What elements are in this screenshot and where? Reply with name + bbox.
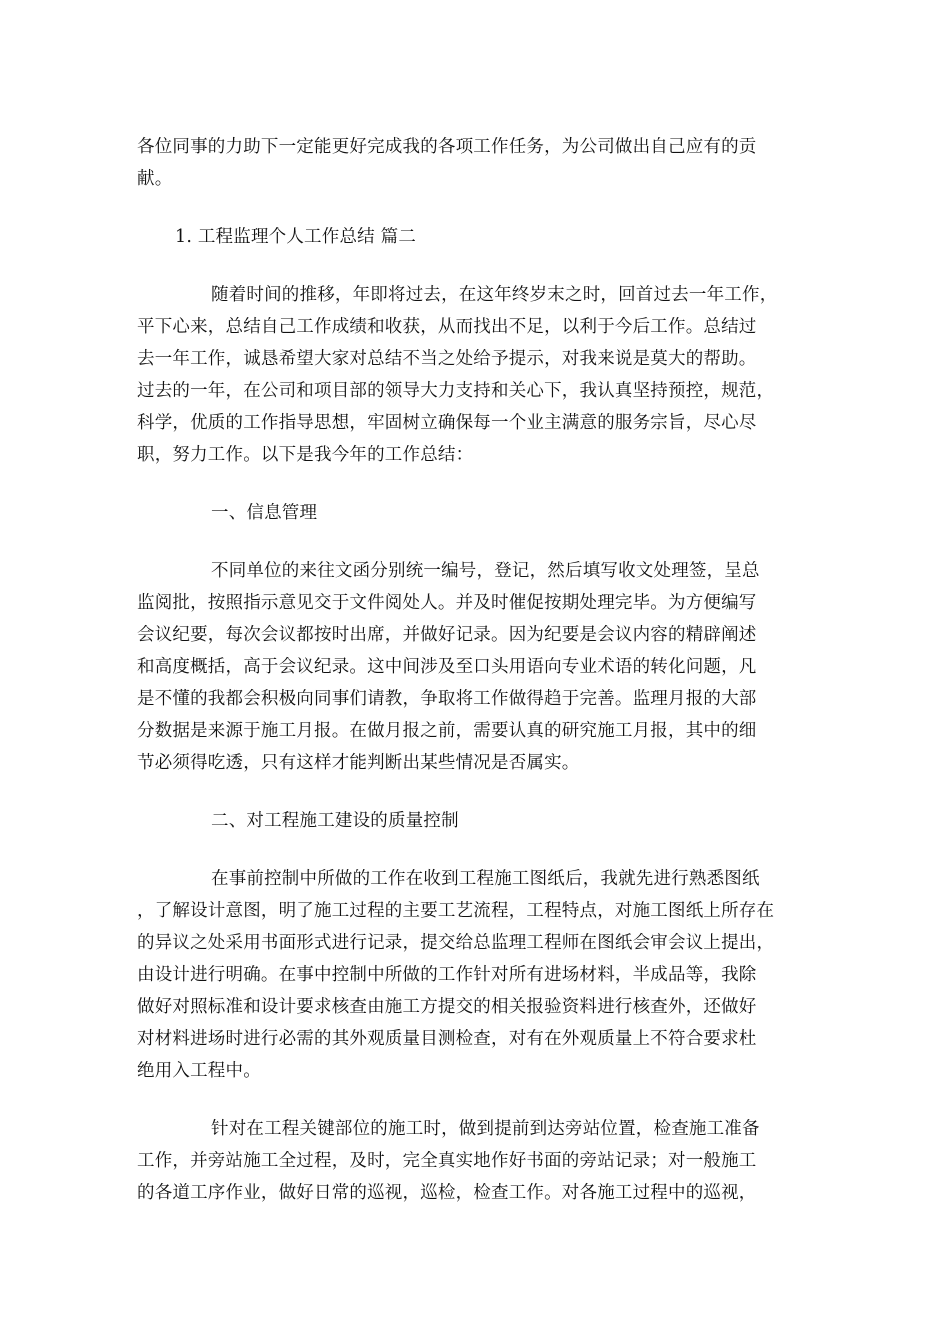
heading-text: 1. 工程监理个人工作总结 篇二 [175,227,417,247]
text-line: 职，努力工作。以下是我今年的工作总结： [137,445,474,465]
text-line: 监阅批，按照指示意见交于文件阅处人。并及时催促按期处理完毕。为方便编写 [137,593,757,613]
text-line: 随着时间的推移，年即将过去，在这年终岁末之时，回首过去一年工作， [211,285,778,305]
text-line: 的各道工序作业，做好日常的巡视，巡检，检查工作。对各施工过程中的巡视， [137,1183,757,1203]
text-line: 科学，优质的工作指导思想，牢固树立确保每一个业主满意的服务宗旨，尽心尽 [137,413,757,433]
heading-text: 二、对工程施工建设的质量控制 [211,811,459,831]
section-heading [137,805,825,837]
text-line: 的异议之处采用书面形式进行记录，提交给总监理工程师在图纸会审会议上提出， [137,933,775,953]
paragraph [137,131,825,195]
text-line: 过去的一年，在公司和项目部的领导大力支持和关心下，我认真坚持预控，规范， [137,381,775,401]
document-body [137,131,825,1209]
text-line: ，了解设计意图，明了施工过程的主要工艺流程，工程特点，对施工图纸上所存在 [137,901,775,921]
text-line: 分数据是来源于施工月报。在做月报之前，需要认真的研究施工月报，其中的细 [137,721,757,741]
text-line: 献。 [137,169,173,189]
text-line: 不同单位的来往文函分别统一编号，登记，然后填写收文处理签，呈总 [211,561,760,581]
text-line: 在事前控制中所做的工作在收到工程施工图纸后，我就先进行熟悉图纸 [211,869,760,889]
text-line: 节必须得吃透，只有这样才能判断出某些情况是否属实。 [137,753,580,773]
text-line: 绝用入工程中。 [137,1061,261,1081]
text-line: 会议纪要，每次会议都按时出席，并做好记录。因为纪要是会议内容的精辟阐述 [137,625,757,645]
text-line: 做好对照标准和设计要求核查由施工方提交的相关报验资料进行核查外，还做好 [137,997,757,1017]
paragraph [137,1113,825,1209]
text-line: 针对在工程关键部位的施工时，做到提前到达旁站位置，检查施工准备 [211,1119,760,1139]
heading-text: 一、信息管理 [211,503,318,523]
text-line: 由设计进行明确。在事中控制中所做的工作针对所有进场材料，半成品等，我除 [137,965,757,985]
text-line: 去一年工作，诚恳希望大家对总结不当之处给予提示，对我来说是莫大的帮助。 [137,349,757,369]
text-line: 平下心来，总结自己工作成绩和收获，从而找出不足，以利于今后工作。总结过 [137,317,757,337]
paragraph [137,863,825,1087]
paragraph [137,555,825,779]
section-heading [137,221,825,253]
paragraph [137,279,825,471]
text-line: 和高度概括，高于会议纪录。这中间涉及至口头用语向专业术语的转化问题，凡 [137,657,757,677]
text-line: 工作，并旁站施工全过程，及时，完全真实地作好书面的旁站记录；对一般施工 [137,1151,757,1171]
text-line: 对材料进场时进行必需的其外观质量目测检查，对有在外观质量上不符合要求杜 [137,1029,757,1049]
text-line: 各位同事的力助下一定能更好完成我的各项工作任务，为公司做出自己应有的贡 [137,137,757,157]
section-heading [137,497,825,529]
text-line: 是不懂的我都会积极向同事们请教，争取将工作做得趋于完善。监理月报的大部 [137,689,757,709]
